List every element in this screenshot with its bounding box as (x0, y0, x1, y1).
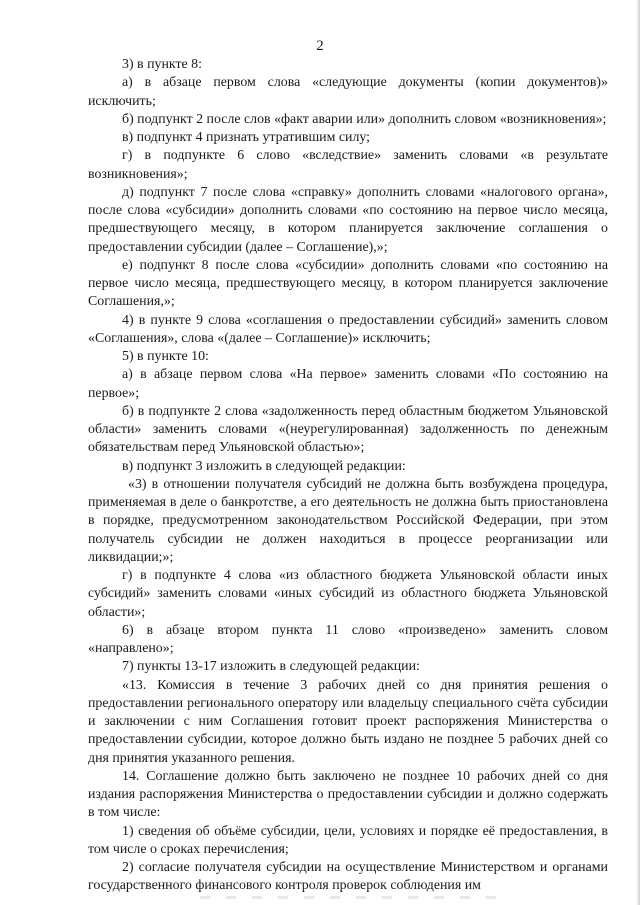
paragraph: г) в подпункте 4 слова «из областного бюджета Ульяновской области иных субсидий» заменить словами «иных субсидий из областного бюджета Ульяновской области»; (88, 568, 608, 620)
paragraph: 5) в пункте 10: (122, 349, 209, 364)
paragraph: «3) в отношении получателя субсидий не должна быть возбуждена процедура, применяемая в деле о банкротстве, а его деятельность не должна быть приостановлена в порядке, предусмотренном законодательством Российской Федерации, при этом получатель субсидии не должен находиться в процессе реорганизации или ликвидации;»; (88, 476, 608, 565)
paragraph: 2) согласие получателя субсидии на осуществление Министерством и органами государственного финансового контроля проверок соблюдения им (88, 860, 608, 894)
paragraph: 1) сведения об объёме субсидии, цели, условиях и порядке её предоставления, в том числе о сроках перечисления; (88, 823, 608, 857)
scan-edge-shadow (636, 0, 640, 905)
paragraph: а) в абзаце первом слова «На первое» заменить словами «По состоянию на первое»; (88, 367, 608, 401)
paragraph: в) подпункт 3 изложить в следующей редакции: (122, 458, 406, 474)
paragraph: а) в абзаце первом слова «следующие документы (копии документов)» исключить; (88, 75, 608, 109)
paragraph: д) подпункт 7 после слова «справку» дополнить словами «налогового органа», после слова «субсидии» дополнить словами «по состоянию на первое число месяца, предшествующего месяцу, в котором планируется заключение соглашения о предоставлении субсидии (далее – Соглашение),»; (88, 184, 608, 255)
paragraph: 3) в пункте 8: (122, 57, 202, 72)
scan-artifact (200, 896, 500, 899)
paragraph: 6) в абзаце втором пункта 11 слово «произведено» заменить словом «направлено»; (88, 622, 608, 656)
paragraph: б) подпункт 2 после слов «факт аварии или» дополнить словом «возникновения»; (122, 111, 607, 127)
paragraph: б) в подпункте 2 слова «задолженность перед областным бюджетом Ульяновской области» заменить словами «(неурегулированная) задолженность по денежным обязательствам перед Ульяновской областью»; (88, 403, 608, 456)
document-body (88, 56, 608, 896)
paragraph: 4) в пункте 9 слова «соглашения о предоставлении субсидий» заменить словом «Соглашения», слова «(далее – Соглашение)» исключить; (88, 312, 608, 346)
paragraph: 7) пункты 13-17 изложить в следующей редакции: (122, 659, 420, 675)
paragraph: г) в подпункте 6 слово «вследствие» заменить словами «в результате возникновения»; (88, 148, 608, 182)
page-number: 2 (316, 38, 324, 54)
paragraph: «13. Комиссия в течение 3 рабочих дней со дня принятия решения о предоставлении регионального оператору или владельцу специального счёта субсидии и заключении с ним Соглашения готовит проект распоряжения Министерства о предоставлении субсидии, которое должно быть издано не позднее 5 рабочих дней со дня принятия указанного решения. (88, 677, 608, 766)
paragraph: в) подпункт 4 признать утратившим силу; (122, 130, 371, 145)
paragraph: 14. Соглашение должно быть заключено не позднее 10 рабочих дней со дня издания распоряжения Министерства о предоставлении субсидии и должно содержать в том числе: (88, 768, 608, 821)
paragraph: е) подпункт 8 после слова «субсидии» дополнить словами «по состоянию на первое число месяца, предшествующего месяцу, в котором планируется заключение Соглашения,»; (88, 257, 608, 310)
